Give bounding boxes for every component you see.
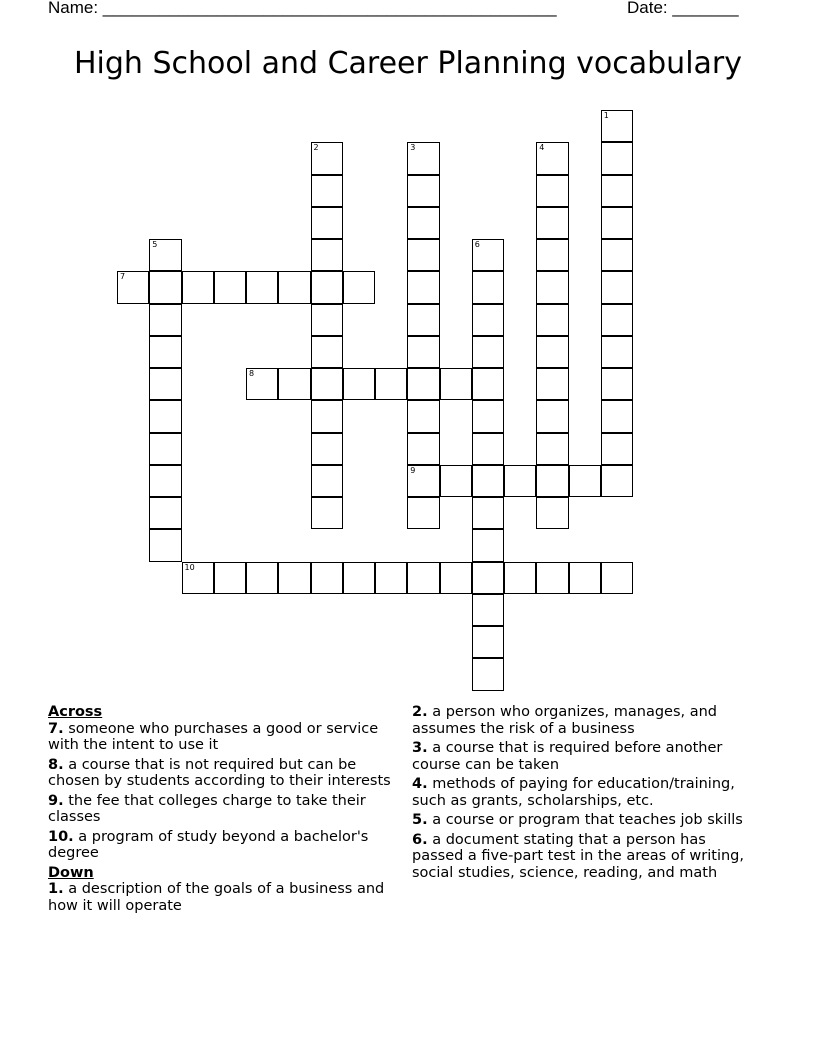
grid-cell[interactable] [407, 271, 439, 303]
grid-cell[interactable] [472, 368, 504, 400]
clue-item [48, 721, 398, 754]
grid-cell[interactable] [440, 368, 472, 400]
clue-item [48, 757, 398, 790]
grid-cell[interactable] [536, 400, 568, 432]
grid-cell[interactable] [536, 304, 568, 336]
grid-cell[interactable] [407, 562, 439, 594]
clues-left-column [48, 702, 398, 917]
cell-number: 2 [313, 143, 319, 153]
grid-cell[interactable] [440, 465, 472, 497]
grid-cell[interactable] [149, 529, 181, 561]
clue-text: a person who organizes, manages, and assumes the risk of a business [412, 704, 718, 737]
grid-cell[interactable] [536, 433, 568, 465]
grid-cell[interactable] [149, 239, 181, 271]
grid-cell[interactable] [311, 271, 343, 303]
grid-cell[interactable] [407, 239, 439, 271]
grid-cell[interactable] [472, 304, 504, 336]
grid-cell[interactable] [601, 336, 633, 368]
grid-cell[interactable] [246, 271, 278, 303]
cell-number: 5 [152, 240, 158, 249]
clue-item [48, 793, 398, 826]
grid-cell[interactable] [278, 271, 310, 303]
grid-cell[interactable] [472, 336, 504, 368]
clue-text: a course that is not required but can be chosen by students according to their interests [48, 756, 391, 789]
clue-item [412, 832, 757, 882]
grid-cell[interactable] [149, 271, 181, 303]
grid-cell[interactable] [440, 562, 472, 594]
grid-cell[interactable] [278, 562, 310, 594]
grid-cell[interactable] [407, 465, 439, 497]
clue-text: the fee that colleges charge to take their classes [48, 792, 366, 825]
name-field[interactable]: Name: ________________________________________________ [48, 0, 557, 17]
clue-number: 4. [412, 776, 428, 792]
grid-cell[interactable] [343, 562, 375, 594]
clue-number: 2. [412, 704, 428, 720]
grid-cell[interactable] [504, 562, 536, 594]
grid-cell[interactable] [246, 562, 278, 594]
grid-cell[interactable] [407, 433, 439, 465]
grid-cell[interactable] [536, 239, 568, 271]
grid-cell[interactable] [375, 368, 407, 400]
grid-cell[interactable] [311, 562, 343, 594]
grid-cell[interactable] [601, 400, 633, 432]
grid-cell[interactable] [246, 368, 278, 400]
grid-cell[interactable] [311, 465, 343, 497]
grid-cell[interactable] [569, 465, 601, 497]
clue-item [412, 704, 757, 737]
clue-text: a course or program that teaches job skills [432, 812, 743, 828]
grid-cell[interactable] [117, 271, 149, 303]
grid-cell[interactable] [407, 175, 439, 207]
clue-number: 9. [48, 792, 64, 809]
grid-cell[interactable] [278, 368, 310, 400]
grid-cell[interactable] [536, 465, 568, 497]
cell-number: 4 [539, 143, 545, 153]
grid-cell[interactable] [601, 368, 633, 400]
grid-cell[interactable] [214, 562, 246, 594]
grid-cell[interactable] [536, 368, 568, 400]
clues-right-column [412, 704, 757, 884]
grid-cell[interactable] [569, 562, 601, 594]
grid-cell[interactable] [311, 336, 343, 368]
grid-cell[interactable] [407, 207, 439, 239]
grid-cell[interactable] [311, 304, 343, 336]
page-title: High School and Career Planning vocabulary [74, 46, 742, 81]
grid-cell[interactable] [472, 433, 504, 465]
clue-text: a description of the goals of a business and how it will operate [48, 881, 385, 914]
grid-cell[interactable] [601, 465, 633, 497]
date-field[interactable]: Date: _______ [627, 0, 739, 17]
clue-text: a document stating that a person has passed a five-part test in the areas of writing, social studies, science, reading, and math [412, 831, 744, 881]
grid-cell[interactable] [536, 142, 568, 174]
grid-cell[interactable] [601, 562, 633, 594]
grid-cell[interactable] [601, 142, 633, 174]
cell-number: 8 [249, 369, 255, 378]
clue-text: methods of paying for education/training, such as grants, scholarships, etc. [412, 776, 735, 809]
grid-cell[interactable] [311, 175, 343, 207]
grid-cell[interactable] [407, 304, 439, 336]
grid-cell[interactable] [601, 304, 633, 336]
grid-cell[interactable] [536, 336, 568, 368]
grid-cell[interactable] [149, 368, 181, 400]
grid-cell[interactable] [149, 497, 181, 529]
grid-cell[interactable] [472, 594, 504, 626]
grid-cell[interactable] [472, 658, 504, 690]
clue-number: 7. [48, 720, 64, 737]
clue-item [48, 829, 398, 862]
grid-cell[interactable] [407, 368, 439, 400]
grid-cell[interactable] [407, 142, 439, 174]
grid-cell[interactable] [536, 207, 568, 239]
grid-cell[interactable] [343, 368, 375, 400]
grid-cell[interactable] [149, 400, 181, 432]
grid-cell[interactable] [601, 207, 633, 239]
clue-number: 6. [412, 831, 428, 848]
clue-text: a course that is required before another course can be taken [412, 740, 723, 773]
grid-cell[interactable] [311, 400, 343, 432]
cell-number: 6 [474, 240, 480, 249]
clue-number: 5. [412, 812, 428, 828]
grid-cell[interactable] [149, 465, 181, 497]
clue-item [48, 881, 398, 914]
grid-cell[interactable] [311, 207, 343, 239]
grid-cell[interactable] [601, 433, 633, 465]
clue-number: 3. [412, 740, 428, 756]
grid-cell[interactable] [214, 271, 246, 303]
cell-number: 10 [184, 562, 195, 572]
grid-cell[interactable] [472, 529, 504, 561]
grid-cell[interactable] [407, 336, 439, 368]
grid-cell[interactable] [311, 497, 343, 529]
grid-cell[interactable] [407, 497, 439, 529]
grid-cell[interactable] [472, 497, 504, 529]
grid-cell[interactable] [343, 271, 375, 303]
down-heading: Down [48, 864, 94, 881]
clue-item [412, 776, 757, 809]
grid-cell[interactable] [472, 465, 504, 497]
grid-cell[interactable] [472, 626, 504, 658]
grid-cell[interactable] [601, 271, 633, 303]
cell-number: 1 [603, 111, 609, 120]
cell-number: 3 [410, 143, 416, 153]
grid-cell[interactable] [311, 433, 343, 465]
cell-number: 9 [410, 465, 416, 475]
grid-cell[interactable] [601, 239, 633, 271]
clue-number: 8. [48, 756, 64, 773]
grid-cell[interactable] [536, 497, 568, 529]
grid-cell[interactable] [149, 433, 181, 465]
grid-cell[interactable] [472, 562, 504, 594]
grid-cell[interactable] [311, 239, 343, 271]
clue-number: 1. [48, 881, 64, 897]
grid-cell[interactable] [601, 175, 633, 207]
clue-item [412, 812, 757, 829]
grid-cell[interactable] [407, 400, 439, 432]
clue-text: someone who purchases a good or service with the intent to use it [48, 720, 379, 753]
grid-cell[interactable] [472, 400, 504, 432]
grid-cell[interactable] [536, 271, 568, 303]
grid-cell[interactable] [149, 304, 181, 336]
grid-cell[interactable] [536, 562, 568, 594]
grid-cell[interactable] [504, 465, 536, 497]
grid-cell[interactable] [472, 271, 504, 303]
grid-cell[interactable] [375, 562, 407, 594]
grid-cell[interactable] [182, 271, 214, 303]
clue-item [412, 740, 757, 773]
grid-cell[interactable] [149, 336, 181, 368]
grid-cell[interactable] [472, 239, 504, 271]
grid-cell[interactable] [601, 110, 633, 142]
grid-cell[interactable] [182, 562, 214, 594]
clue-number: 10. [48, 828, 74, 845]
across-heading: Across [48, 704, 103, 720]
clue-text: a program of study beyond a bachelor's degree [48, 828, 369, 861]
grid-cell[interactable] [536, 175, 568, 207]
grid-cell[interactable] [311, 368, 343, 400]
grid-cell[interactable] [311, 142, 343, 174]
cell-number: 7 [120, 272, 126, 282]
